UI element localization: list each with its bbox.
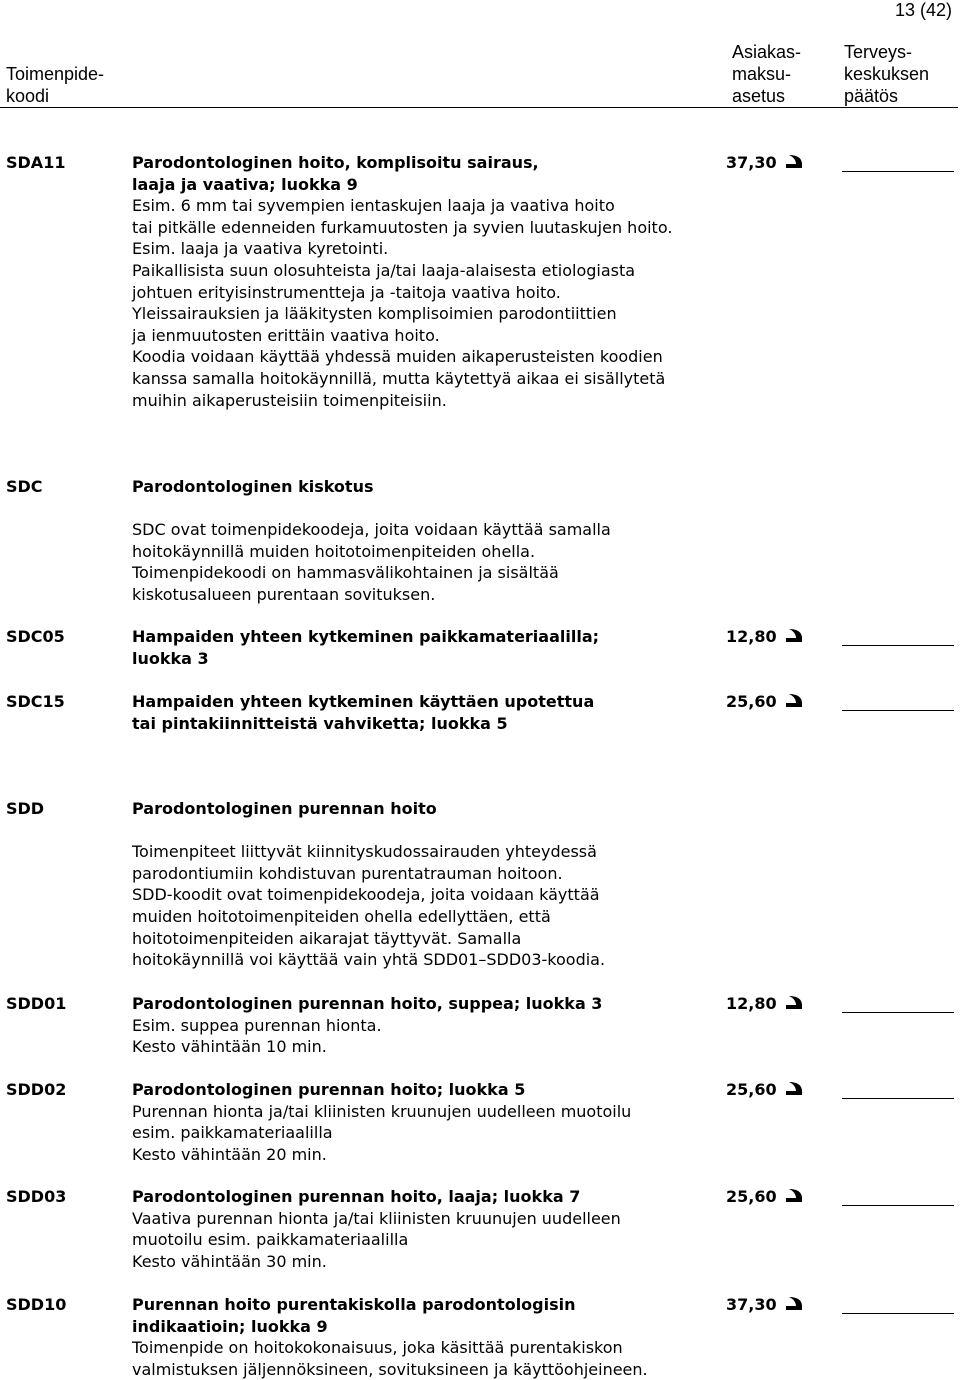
procedure-description-line: hoitotoimenpiteiden aikarajat täyttyvät. Samalla xyxy=(132,928,522,948)
procedure-description-block xyxy=(132,1079,732,1165)
procedure-description-line: Koodia voidaan käyttää yhdessä muiden aikaperusteisten koodien xyxy=(132,347,663,367)
procedure-code: SDD01 xyxy=(6,994,67,1013)
procedure-description-block xyxy=(132,476,732,606)
procedure-title-line: Parodontologinen purennan hoito; luokka 5 xyxy=(132,1080,526,1099)
procedure-description-line: Vaativa purennan hionta ja/tai kliinisten kruunujen uudelleen xyxy=(132,1208,621,1228)
procedure-description-line: Kesto vähintään 10 min. xyxy=(132,1037,327,1057)
procedure-title-line: Parodontologinen purennan hoito xyxy=(132,799,437,818)
procedure-description-line: Esim. laaja ja vaativa kyretointi. xyxy=(132,239,389,259)
decision-signature-line xyxy=(842,1205,954,1206)
fee-amount: 37,30 xyxy=(726,153,777,172)
procedure-description-line: Toimenpidekoodi on hammasvälikohtainen ja sisältää xyxy=(132,563,559,583)
decision-signature-line xyxy=(842,1098,954,1099)
procedure-description-line: kiskotusalueen purentaan sovituksen. xyxy=(132,584,436,604)
procedure-code: SDC xyxy=(6,477,43,496)
procedure-description-line: hoitokäynnillä muiden hoitotoimenpiteiden ohella. xyxy=(132,541,536,561)
procedure-description-line: muiden hoitotoimenpiteiden ohella edellyttäen, että xyxy=(132,906,551,926)
procedure-code: SDC15 xyxy=(6,692,65,711)
procedure-description-block xyxy=(132,993,732,1058)
procedure-description-line: ja ienmuutosten erittäin vaativa hoito. xyxy=(132,325,440,345)
procedure-description-line: SDC ovat toimenpidekoodeja, joita voidaan käyttää samalla xyxy=(132,520,611,540)
procedure-description-line: Esim. suppea purennan hionta. xyxy=(132,1015,382,1035)
header-decision-line: päätös xyxy=(844,86,899,106)
bell-icon xyxy=(786,154,802,170)
procedure-title-line: Purennan hoito purentakiskolla parodontologisin xyxy=(132,1295,576,1314)
header-fee-line: maksu- xyxy=(732,64,792,84)
procedure-description-line: esim. paikkamateriaalilla xyxy=(132,1123,333,1143)
fee-amount: 25,60 xyxy=(726,1187,777,1206)
procedure-title-line: Parodontologinen kiskotus xyxy=(132,477,374,496)
decision-signature-line xyxy=(842,645,954,646)
header-decision-column xyxy=(844,41,929,107)
bell-icon xyxy=(786,628,802,644)
header-code-column xyxy=(6,63,104,107)
procedure-title-line: Parodontologinen hoito, komplisoitu sairaus, xyxy=(132,153,539,172)
header-decision-line: Terveys- xyxy=(844,42,913,62)
procedure-description-line: johtuen erityisinstrumentteja ja -taitoja vaativa hoito. xyxy=(132,282,561,302)
procedure-description-line: tai pitkälle edenneiden furkamuutosten ja syvien luutaskujen hoito. xyxy=(132,217,673,237)
procedure-description-block xyxy=(132,152,732,411)
procedure-description-line: Kesto vähintään 20 min. xyxy=(132,1144,327,1164)
procedure-description-line: Toimenpide on hoitokokonaisuus, joka käsittää purentakiskon xyxy=(132,1338,623,1358)
procedure-description-line: parodontiumiin kohdistuvan purentatrauman hoitoon. xyxy=(132,863,563,883)
header-fee-line: asetus xyxy=(732,86,786,106)
procedure-description-line: Paikallisista suun olosuhteista ja/tai laaja-alaisesta etiologiasta xyxy=(132,260,636,280)
header-code-line: Toimenpide- xyxy=(6,64,105,84)
procedure-description-line: Toimenpiteet liittyvät kiinnityskudossairauden yhteydessä xyxy=(132,842,597,862)
procedure-description-block xyxy=(132,798,732,971)
fee-amount: 25,60 xyxy=(726,692,777,711)
procedure-code: SDD03 xyxy=(6,1187,67,1206)
bell-icon xyxy=(786,995,802,1011)
procedure-title-line: laaja ja vaativa; luokka 9 xyxy=(132,174,358,194)
header-fee-column xyxy=(732,41,801,107)
fee-amount: 37,30 xyxy=(726,1295,777,1314)
procedure-description-line: kanssa samalla hoitokäynnillä, mutta käytettyä aikaa ei sisällytetä xyxy=(132,368,666,388)
procedure-description-block xyxy=(132,691,732,734)
fee-amount: 12,80 xyxy=(726,627,777,646)
procedure-description-line: muotoilu esim. paikkamateriaalilla xyxy=(132,1230,409,1250)
header-fee-line: Asiakas- xyxy=(732,42,802,62)
decision-signature-line xyxy=(842,1313,954,1314)
header-divider xyxy=(0,107,958,108)
bell-icon xyxy=(786,1188,802,1204)
procedure-description-line: valmistuksen jäljennöksineen, sovituksineen ja käyttöohjeineen. xyxy=(132,1359,648,1379)
bell-icon xyxy=(786,693,802,709)
procedure-code: SDD10 xyxy=(6,1295,67,1314)
procedure-title-line: Parodontologinen purennan hoito, suppea; luokka 3 xyxy=(132,994,603,1013)
procedure-description-line: Esim. 6 mm tai syvempien ientaskujen laaja ja vaativa hoito xyxy=(132,196,615,216)
bell-icon xyxy=(786,1081,802,1097)
procedure-code: SDD xyxy=(6,799,45,818)
procedure-title-line: tai pintakiinnitteistä vahviketta; luokka 5 xyxy=(132,713,508,733)
procedure-code: SDC05 xyxy=(6,627,65,646)
fee-amount: 12,80 xyxy=(726,994,777,1013)
procedure-description-line: SDD-koodit ovat toimenpidekoodeja, joita voidaan käyttää xyxy=(132,885,600,905)
procedure-description-line: Yleissairauksien ja lääkitysten komplisoimien parodontiittien xyxy=(132,304,617,324)
procedure-description-block xyxy=(132,1186,732,1272)
paragraph-gap xyxy=(132,498,732,520)
procedure-code: SDD02 xyxy=(6,1080,67,1099)
paragraph-gap xyxy=(132,820,732,842)
procedure-title-line: Hampaiden yhteen kytkeminen käyttäen upotettua xyxy=(132,692,595,711)
procedure-description-block xyxy=(132,626,732,669)
procedure-description-block xyxy=(132,1294,732,1380)
procedure-description-line: Purennan hionta ja/tai kliinisten kruunujen uudelleen muotoilu xyxy=(132,1101,632,1121)
procedure-title-line: luokka 3 xyxy=(132,648,209,668)
procedure-title-line: indikaatioin; luokka 9 xyxy=(132,1316,328,1336)
decision-signature-line xyxy=(842,710,954,711)
procedure-description-line: Kesto vähintään 30 min. xyxy=(132,1251,327,1271)
procedure-title-line: Parodontologinen purennan hoito, laaja; luokka 7 xyxy=(132,1187,581,1206)
procedure-code: SDA11 xyxy=(6,153,66,172)
procedure-title-line: Hampaiden yhteen kytkeminen paikkamateriaalilla; xyxy=(132,627,600,646)
bell-icon xyxy=(786,1296,802,1312)
procedure-description-line: muihin aikaperusteisiin toimenpiteisiin. xyxy=(132,390,447,410)
header-decision-line: keskuksen xyxy=(844,64,930,84)
procedure-description-line: hoitokäynnillä voi käyttää vain yhtä SDD01–SDD03-koodia. xyxy=(132,950,606,970)
decision-signature-line xyxy=(842,171,954,172)
header-code-line: koodi xyxy=(6,86,50,106)
fee-amount: 25,60 xyxy=(726,1080,777,1099)
page-number: 13 (42) xyxy=(894,0,952,20)
decision-signature-line xyxy=(842,1012,954,1013)
